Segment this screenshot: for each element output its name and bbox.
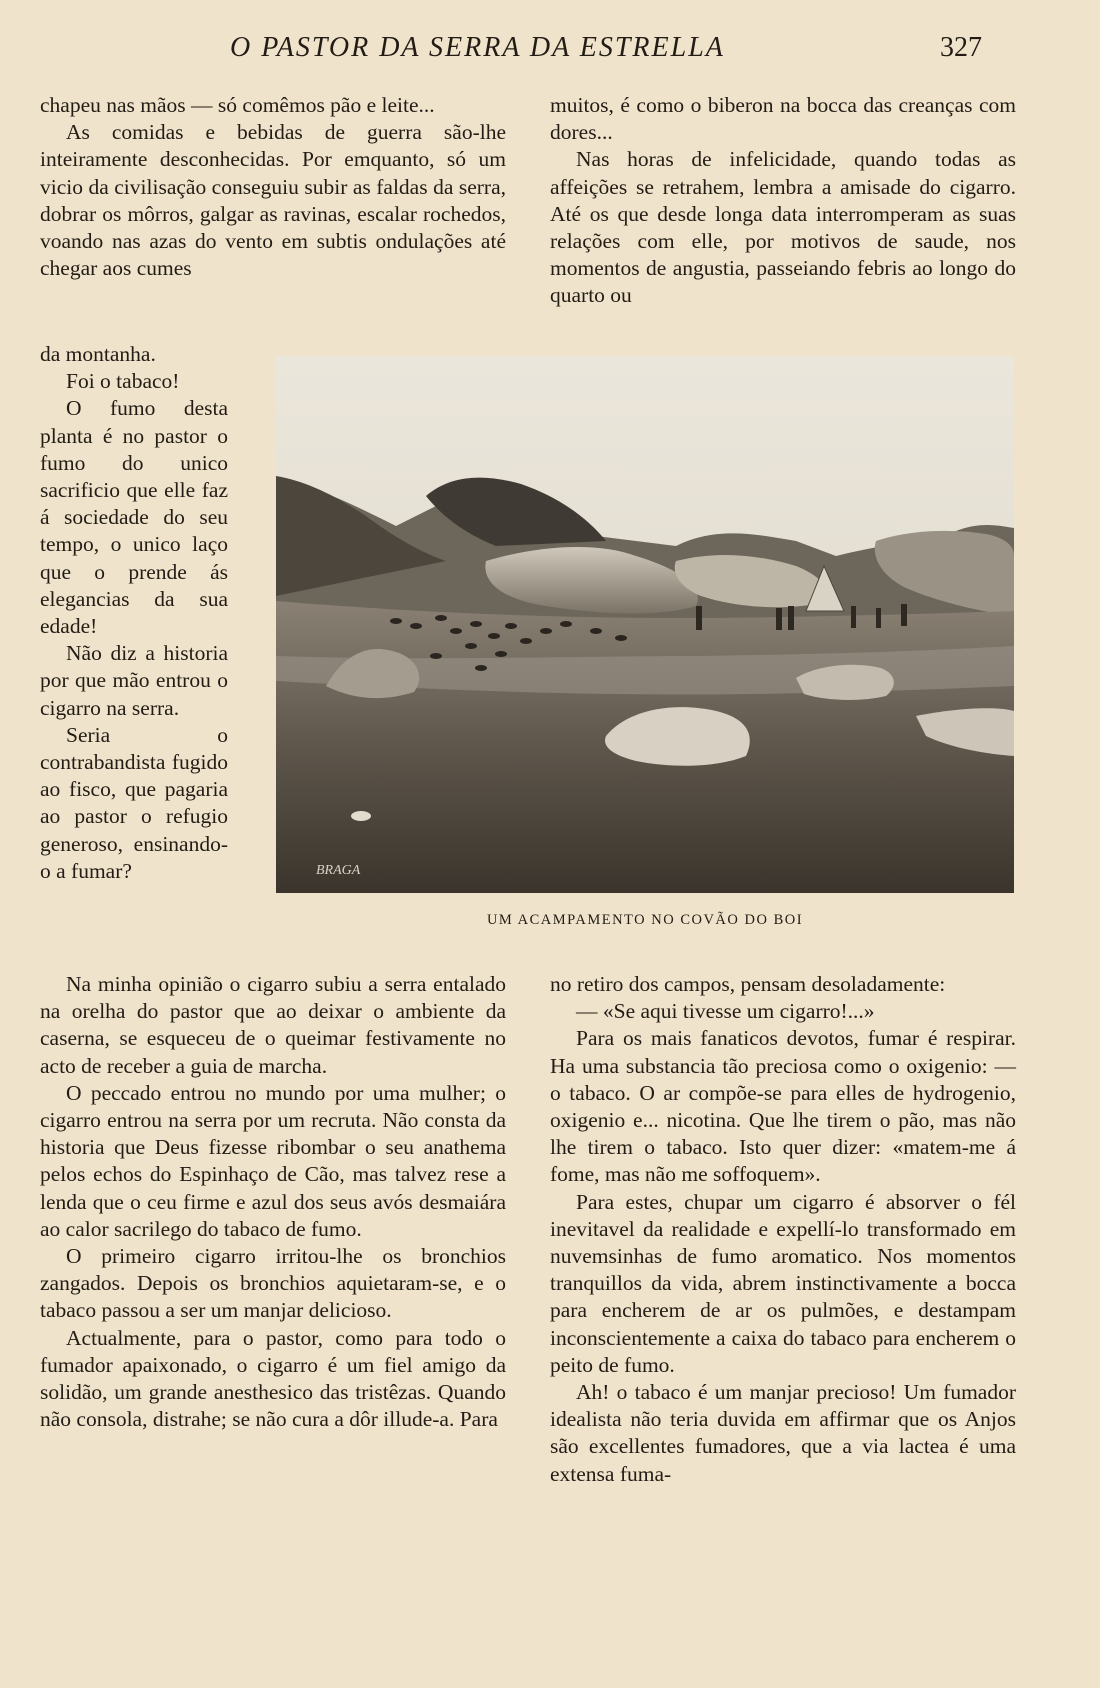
- paragraph: O fumo desta planta é no pastor o fumo do unico sacrificio que elle faz á sociedade do seu tempo, o unico laço que o prende ás elegancias da sua edade!: [40, 396, 228, 639]
- paragraph: no retiro dos campos, pensam desoladamente:: [550, 972, 946, 996]
- paragraph: O primeiro cigarro irritou-lhe os bronchios zangados. Depois os bronchios aquietaram-se, e o tabaco passou a ser um manjar delicioso.: [40, 1244, 506, 1323]
- paragraph: Ah! o tabaco é um manjar precioso! Um fumador idealista não teria duvida em affirmar que os Anjos são excellentes fumadores, que a via lactea é uma extensa fuma-: [550, 1380, 1016, 1486]
- photograph: [276, 356, 1014, 893]
- paragraph: — «Se aqui tivesse um cigarro!...»: [576, 999, 875, 1024]
- running-title: O PASTOR DA SERRA DA ESTRELLA: [230, 32, 725, 63]
- photo-caption: UM ACAMPAMENTO NO COVÃO DO BOI: [486, 912, 804, 928]
- paragraph: da montanha.: [40, 342, 156, 366]
- paragraph: Seria o contrabandista fugido ao fisco, que pagaria ao pastor o refugio generoso, ensinando-o a fumar?: [40, 722, 228, 883]
- paragraph: O peccado entrou no mundo por uma mulher; o cigarro entrou na serra por um recruta. Não consta da historia que Deus fizesse ribombar o seu anathema pelos echos do Espinhaço de Cão, mas talvez rese a lenda que o ceu firme e azul dos seus avós desmaiára ao calor sacrilego do tabaco de fumo.: [40, 1080, 506, 1241]
- paragraph: Nas horas de infelicidade, quando todas as affeições se retrahem, lembra a amisade do cigarro. Até os que desde longa data interromperam as suas relações com elle, por motivos de saude, nos momentos de angustia, passeiando febris ao longo do quarto ou: [550, 147, 1016, 308]
- left-column-narrow: [40, 341, 228, 885]
- paragraph: Actualmente, para o pastor, como para todo o fumador apaixonado, o cigarro é um fiel amigo da solidão, um grande anesthesico das tristêzas. Quando não consola, distrahe; se não cura a dôr illude-a. Para: [40, 1325, 506, 1432]
- paragraph: Para estes, chupar um cigarro é absorver o fél inevitavel da realidade e expellí-lo transformado em nuvemsinhas de fumo aromatico. Nos momentos tranquillos da vida, abrem instinctivamente a bocca para encherem de ar os pulmões, e destampam inconscientemente a caixa do tabaco para encherem o peito de fumo.: [550, 1189, 1016, 1377]
- photographer-signature: BRAGA: [316, 863, 361, 878]
- left-column-bottom: [40, 971, 506, 1433]
- page-number: 327: [940, 32, 982, 63]
- dog: [351, 811, 371, 821]
- paragraph: Na minha opinião o cigarro subiu a serra entalado na orelha do pastor que ao deixar o ambiente da caserna, se esqueceu de o queimar festivamente no acto de receber a guia de marcha.: [40, 972, 506, 1078]
- paragraph: chapeu nas mãos — só comêmos pão e leite...: [40, 93, 435, 117]
- paragraph: Não diz a historia por que mão entrou o cigarro na serra.: [40, 641, 228, 720]
- right-column-top: [550, 92, 1016, 310]
- running-header: [0, 28, 1100, 68]
- paragraph: Para os mais fanaticos devotos, fumar é respirar. Ha uma substancia tão preciosa como o oxigenio: — o tabaco. O ar compõe-se para elles de hydrogenio, oxigenio e... nicotina. Que lhe tirem o pão, mas não lhe tirem o tabaco. Isto quer dizer: «matem-me á fome, mas não me soffoquem».: [550, 1026, 1016, 1187]
- left-column-top: [40, 92, 506, 282]
- paragraph: muitos, é como o biberon na bocca das creanças com dores...: [550, 93, 1016, 145]
- photo-illustration: [276, 356, 1014, 893]
- paragraph: Foi o tabaco!: [66, 369, 180, 394]
- right-column-bottom: [550, 971, 1016, 1488]
- paragraph: As comidas e bebidas de guerra são-lhe inteiramente desconhecidas. Por emquanto, só um vicio da civilisação conseguiu subir as faldas da serra, dobrar os môrros, galgar as ravinas, escalar rochedos, voando nas azas do vento em subtis ondulações até chegar aos cumes: [40, 120, 506, 281]
